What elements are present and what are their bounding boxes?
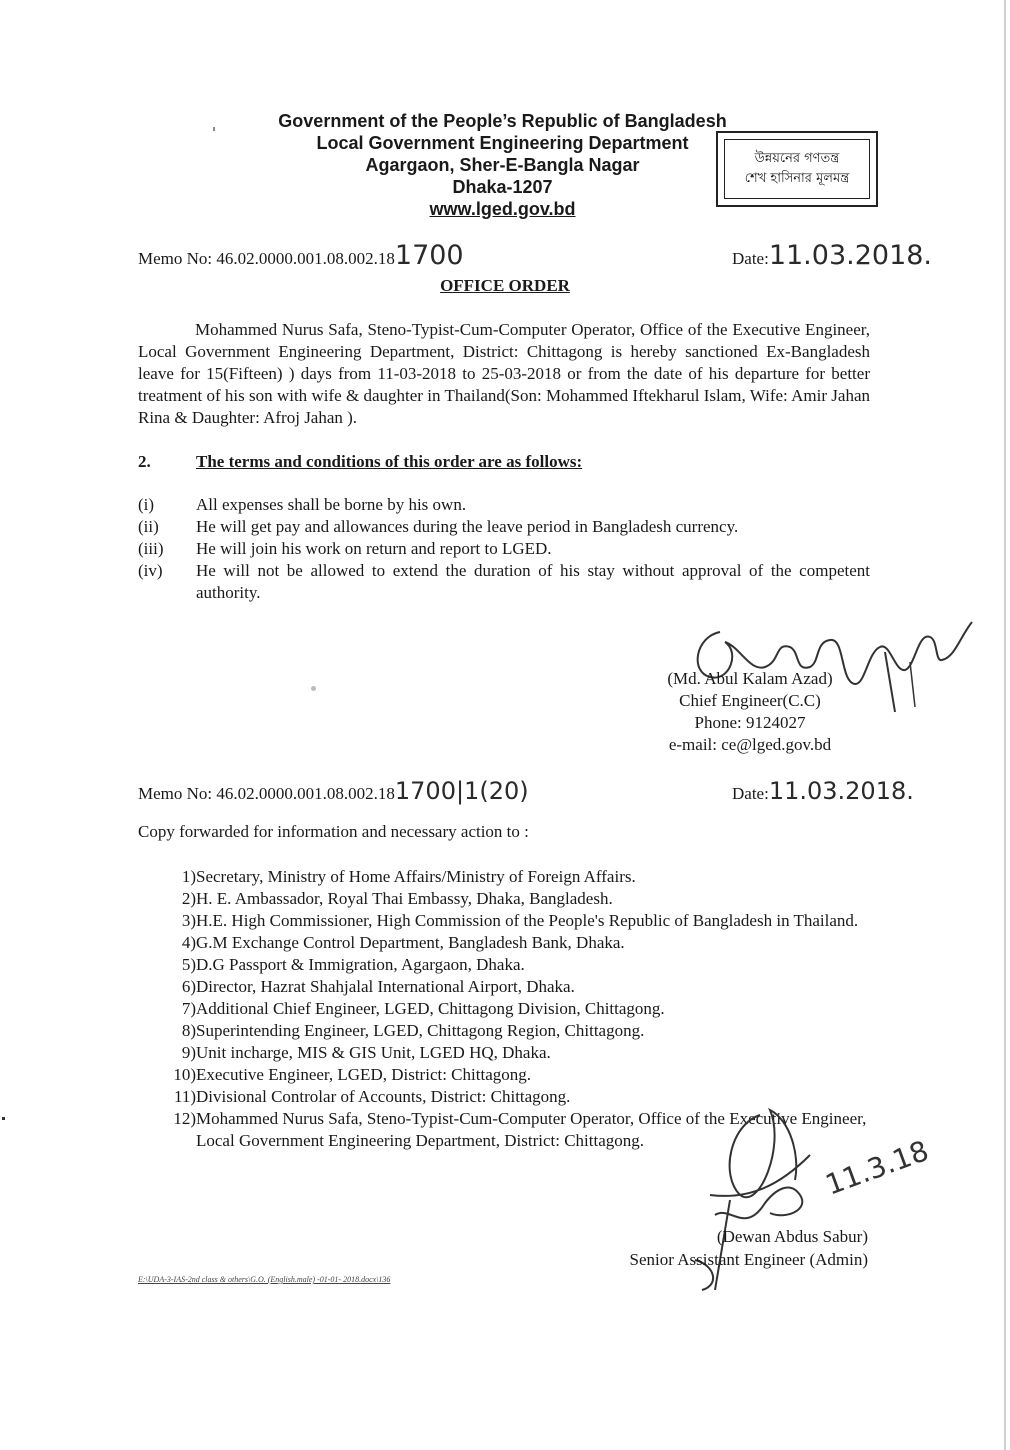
- document-title: OFFICE ORDER: [440, 276, 570, 295]
- recipient-text: H.E. High Commissioner, High Commission of the People's Republic of Bangladesh in Thailand.: [196, 911, 859, 930]
- copy-forwarded-line: Copy forwarded for information and necessary action to :: [138, 822, 529, 841]
- list-item: [138, 1042, 878, 1064]
- list-item: [138, 1020, 878, 1042]
- slogan-stamp: [716, 131, 878, 207]
- signatory-name: (Md. Abul Kalam Azad): [667, 669, 833, 688]
- section-number: 2.: [138, 452, 151, 471]
- date-label: Date:: [732, 784, 769, 803]
- recipient-text: D.G Passport & Immigration, Agargaon, Dhaka.: [196, 955, 525, 974]
- section-heading: The terms and conditions of this order are as follows:: [196, 452, 583, 471]
- order-paragraph: Mohammed Nurus Safa, Steno-Typist-Cum-Computer Operator, Office of the Executive Engineer, Local Government Engineering Department, District: Chittagong is hereby sanctioned Ex-Bangladesh leave for 15(Fifteen) ) days from 11-03-2018 to 25-03-2018 or from the date of his departure for better treatment of his son with wife & daughter in Thailand(Son: Mohammed Iftekharul Islam, Wife: Amir Jahan Rina & Daughter: Afroj Jahan ).: [138, 320, 870, 427]
- recipient-number: 11): [173, 1087, 196, 1106]
- letterhead-government: Government of the People’s Republic of Bangladesh: [278, 111, 727, 131]
- recipient-number: 2): [181, 889, 196, 908]
- recipient-text: Unit incharge, MIS & GIS Unit, LGED HQ, Dhaka.: [196, 1043, 551, 1062]
- recipient-text: H. E. Ambassador, Royal Thai Embassy, Dhaka, Bangladesh.: [196, 889, 613, 908]
- scan-speck: [311, 686, 316, 691]
- handwritten-date: 11.03.2018.: [768, 777, 914, 805]
- recipient-number: 4): [181, 933, 196, 952]
- memo-number-2: [138, 777, 529, 805]
- list-item: [138, 954, 878, 976]
- term-text: He will not be allowed to extend the duration of his stay without approval of the competent authority.: [196, 561, 870, 602]
- letterhead-department: Local Government Engineering Department: [316, 133, 689, 153]
- recipient-text: Director, Hazrat Shahjalal International Airport, Dhaka.: [196, 977, 575, 996]
- recipient-text: Mohammed Nurus Safa, Steno-Typist-Cum-Computer Operator, Office of the Executive Engineer, Local Government Engineering Department, District: Chittagong.: [196, 1109, 867, 1150]
- memo-date-1: [732, 240, 932, 271]
- scan-mark: [2, 1117, 5, 1120]
- scan-edge: [1004, 0, 1006, 1450]
- term-number: (i): [138, 495, 155, 514]
- file-path-footer: E:\UDA-3-IAS-2nd class & others\G.O. (English.male) -01-01- 2018.docx\136: [138, 1275, 391, 1284]
- recipient-number: 5): [181, 955, 196, 974]
- recipient-text: Divisional Controlar of Accounts, District: Chittagong.: [196, 1087, 571, 1106]
- list-item: [138, 998, 878, 1020]
- signatory-name: (Dewan Abdus Sabur): [716, 1227, 868, 1246]
- recipient-number: 3): [181, 911, 196, 930]
- handwritten-sign-date: 11.3.18: [821, 1134, 933, 1202]
- signatory-phone: Phone: 9124027: [694, 713, 806, 732]
- recipient-number: 12): [173, 1109, 196, 1128]
- memo-date-2: [732, 777, 914, 805]
- memo-number-1: [138, 240, 464, 271]
- terms-list: [138, 494, 870, 604]
- list-item: [138, 976, 878, 998]
- term-text: All expenses shall be borne by his own.: [196, 495, 467, 514]
- term-number: (ii): [138, 517, 159, 536]
- signatory-designation: Chief Engineer(C.C): [679, 691, 821, 710]
- list-item: [138, 910, 878, 932]
- signatory-2-block: [596, 1225, 868, 1271]
- list-item: [138, 888, 878, 910]
- recipient-number: 6): [181, 977, 196, 996]
- handwritten-memo-number: 1700: [394, 240, 464, 271]
- list-item: [138, 494, 870, 516]
- letterhead-city: Dhaka-1207: [452, 177, 553, 197]
- handwritten-date: 11.03.2018.: [768, 240, 933, 271]
- letterhead-address: Agargaon, Sher-E-Bangla Nagar: [365, 155, 640, 175]
- recipient-text: G.M Exchange Control Department, Bangladesh Bank, Dhaka.: [196, 933, 625, 952]
- recipient-number: 8): [181, 1021, 196, 1040]
- signatory-email[interactable]: e-mail: ce@lged.gov.bd: [668, 735, 832, 754]
- recipient-text: Secretary, Ministry of Home Affairs/Ministry of Foreign Affairs.: [196, 867, 636, 886]
- memo-label: Memo No: 46.02.0000.001.08.002.18: [138, 249, 395, 268]
- recipient-text: Executive Engineer, LGED, District: Chittagong.: [196, 1065, 531, 1084]
- recipient-number: 1): [181, 867, 196, 886]
- term-text: He will get pay and allowances during the leave period in Bangladesh currency.: [196, 517, 739, 536]
- recipient-number: 10): [173, 1065, 196, 1084]
- scan-speck: [213, 127, 215, 131]
- recipient-text: Additional Chief Engineer, LGED, Chittagong Division, Chittagong.: [196, 999, 665, 1018]
- letterhead: [230, 110, 775, 220]
- letterhead-website[interactable]: www.lged.gov.bd: [429, 199, 576, 219]
- list-item: [138, 560, 870, 604]
- signatory-1-block: [630, 668, 870, 756]
- term-number: (iv): [138, 561, 163, 580]
- stamp-line-2: শেখ হাসিনার মূলমন্ত্র: [744, 171, 850, 186]
- list-item: [138, 932, 878, 954]
- list-item: [138, 866, 878, 888]
- stamp-line-1: উন্নয়নের গণতন্ত্র: [754, 151, 840, 166]
- memo-label: Memo No: 46.02.0000.001.08.002.18: [138, 784, 395, 803]
- term-text: He will join his work on return and report to LGED.: [196, 539, 552, 558]
- list-item: [138, 1064, 878, 1086]
- handwritten-memo-number: 1700|1(20): [394, 777, 529, 805]
- term-number: (iii): [138, 539, 164, 558]
- recipient-text: Superintending Engineer, LGED, Chittagong Region, Chittagong.: [196, 1021, 645, 1040]
- signatory-designation: Senior Assistant Engineer (Admin): [629, 1250, 868, 1269]
- recipient-number: 9): [181, 1043, 196, 1062]
- date-label: Date:: [732, 249, 769, 268]
- recipient-number: 7): [181, 999, 196, 1018]
- list-item: [138, 538, 870, 560]
- list-item: [138, 516, 870, 538]
